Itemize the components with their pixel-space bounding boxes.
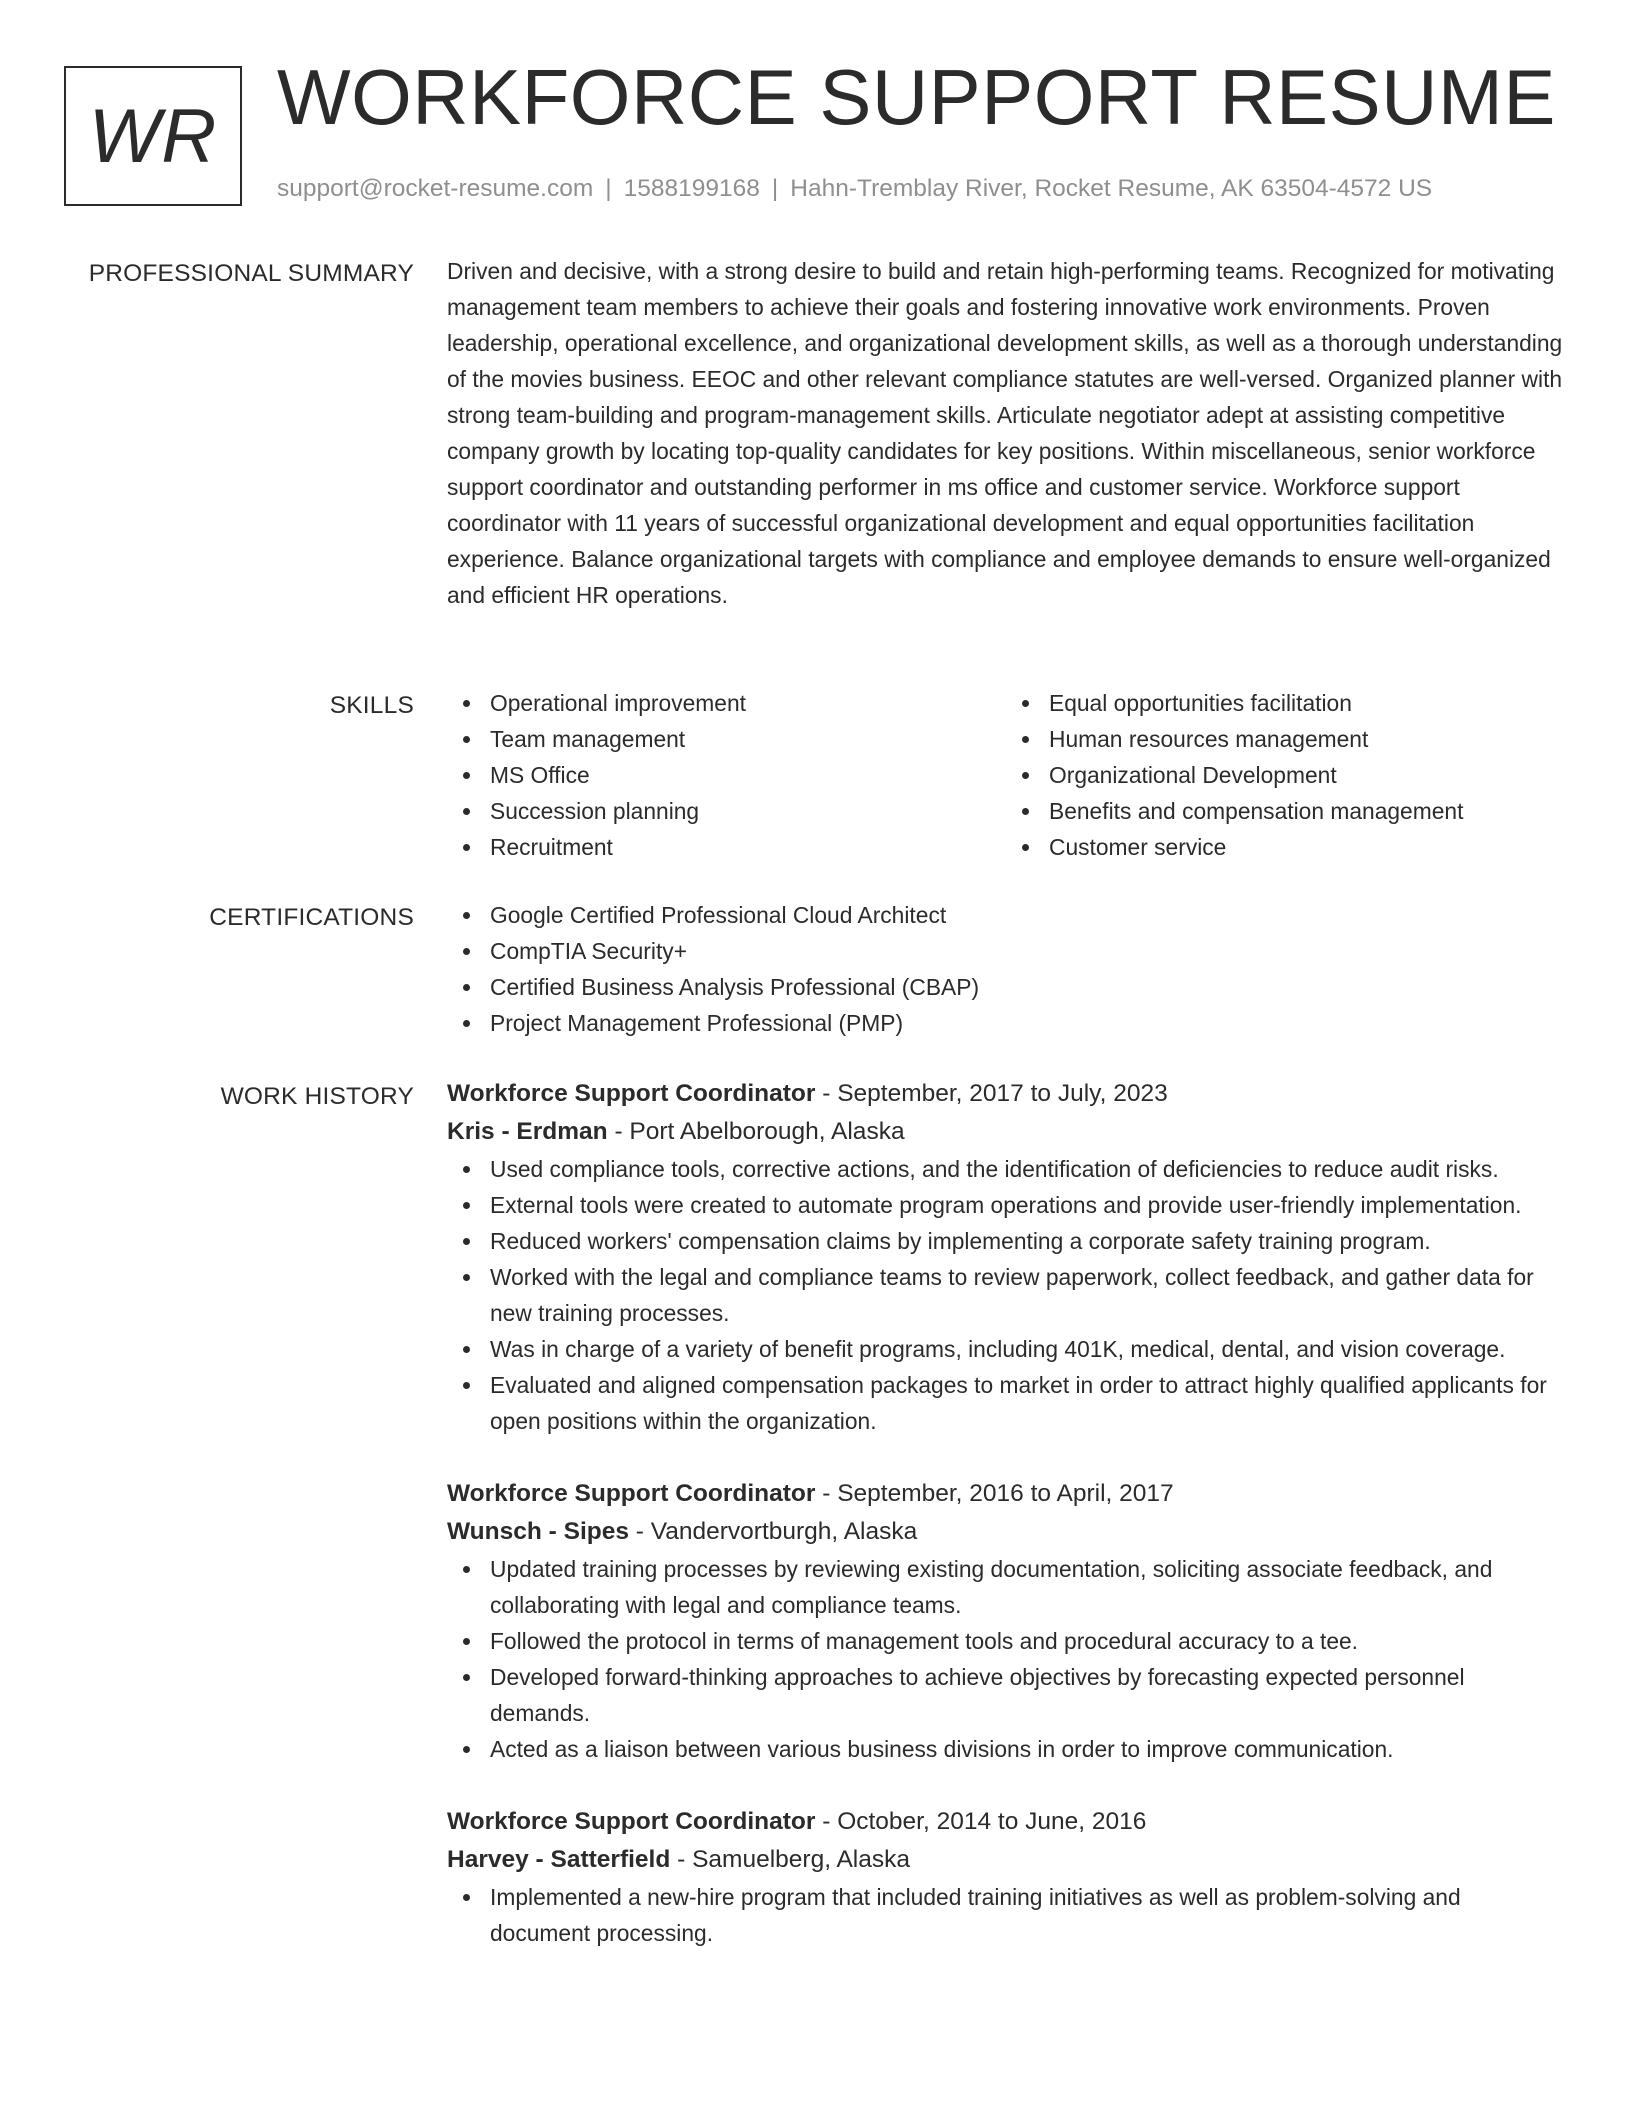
job-location: - Port Abelborough, Alaska [607,1118,905,1145]
skill-item: Customer service [1049,829,1565,865]
contact-separator: | [771,175,779,202]
skill-item: MS Office [490,757,1006,793]
job-bullet: Worked with the legal and compliance teams to review paperwork, collect feedback, and gather data for new training processes. [490,1259,1565,1331]
skills-list-left [447,685,1006,865]
skills-label: SKILLS [329,692,414,719]
job-bullets [447,1551,1565,1767]
job-bullet: Reduced workers' compensation claims by implementing a corporate safety training program. [490,1223,1565,1259]
job-title: Workforce Support Coordinator [447,1808,816,1835]
job-entry [447,1075,1565,1439]
certifications-label: CERTIFICATIONS [209,904,414,931]
job-title: Workforce Support Coordinator [447,1480,816,1507]
job-bullet: Implemented a new-hire program that included training initiatives as well as problem-solving and document processing. [490,1879,1565,1951]
job-company-line [447,1513,1565,1551]
certification-item: CompTIA Security+ [490,933,1565,969]
job-dates: - September, 2017 to July, 2023 [815,1080,1168,1107]
contact-line [277,175,1432,203]
monogram-box [64,66,242,206]
job-bullet: Developed forward-thinking approaches to achieve objectives by forecasting expected personnel demands. [490,1659,1565,1731]
contact-separator: | [605,175,612,202]
job-title-line [447,1475,1565,1513]
job-bullet: Acted as a liaison between various business divisions in order to improve communication. [490,1731,1565,1767]
skill-item: Organizational Development [1049,757,1565,793]
certification-item: Project Management Professional (PMP) [490,1005,1565,1041]
skills-list-right [1006,685,1565,865]
skill-item: Human resources management [1049,721,1565,757]
skill-item: Equal opportunities facilitation [1049,685,1565,721]
monogram-initials: WR [88,93,218,179]
job-title: Workforce Support Coordinator [447,1080,816,1107]
job-bullet: Was in charge of a variety of benefit programs, including 401K, medical, dental, and vision coverage. [490,1331,1565,1367]
job-dates: - October, 2014 to June, 2016 [815,1808,1147,1835]
job-title-line [447,1075,1565,1113]
job-bullet: Followed the protocol in terms of management tools and procedural accuracy to a tee. [490,1623,1565,1659]
job-company-line [447,1113,1565,1151]
certification-item: Google Certified Professional Cloud Architect [490,897,1565,933]
resume-title: WORKFORCE SUPPORT RESUME [277,53,1556,141]
job-location: - Vandervortburgh, Alaska [628,1518,918,1545]
job-bullets [447,1151,1565,1439]
job-entry [447,1475,1565,1767]
job-title-line [447,1803,1565,1841]
skill-item: Team management [490,721,1006,757]
certifications-list [447,897,1565,1041]
job-bullets [447,1879,1565,1951]
contact-email[interactable]: support@rocket-resume.com [277,175,594,202]
contact-address: Hahn-Tremblay River, Rocket Resume, AK 63504-4572 US [790,175,1433,202]
skill-item: Benefits and compensation management [1049,793,1565,829]
skill-item: Operational improvement [490,685,1006,721]
contact-phone[interactable]: 1588199168 [623,175,760,202]
job-bullet: Updated training processes by reviewing existing documentation, soliciting associate feedback, and collaborating with legal and compliance teams. [490,1551,1565,1623]
job-entry [447,1803,1565,1951]
job-bullet: Used compliance tools, corrective actions, and the identification of deficiencies to reduce audit risks. [490,1151,1565,1187]
job-location: - Samuelberg, Alaska [670,1846,910,1873]
job-bullet: External tools were created to automate program operations and provide user-friendly implementation. [490,1187,1565,1223]
summary-text: Driven and decisive, with a strong desire to build and retain high-performing teams. Recognized for motivating management team members to achieve their goals and fostering innovative work environments. Proven leadership, operational excellence, and organizational development skills, as well as a thorough understanding of the movies business. EEOC and other relevant compliance statutes are well-versed. Organized planner with strong team-building and program-management skills. Articulate negotiator adept at assisting competitive company growth by locating top-quality candidates for key positions. Within miscellaneous, senior workforce support coordinator and outstanding performer in ms office and customer service. Workforce support coordinator with 11 years of successful organizational development and equal opportunities facilitation experience. Balance organizational targets with compliance and employee demands to ensure well-organized and efficient HR operations. [447,258,1563,608]
job-company: Kris - Erdman [447,1118,608,1145]
skill-item: Succession planning [490,793,1006,829]
job-dates: - September, 2016 to April, 2017 [815,1480,1174,1507]
summary-label: PROFESSIONAL SUMMARY [88,260,414,287]
job-company: Wunsch - Sipes [447,1518,629,1545]
certification-item: Certified Business Analysis Professional (CBAP) [490,969,1565,1005]
skill-item: Recruitment [490,829,1006,865]
work-history-label: WORK HISTORY [220,1083,414,1110]
job-company: Harvey - Satterfield [447,1846,671,1873]
job-bullet: Evaluated and aligned compensation packages to market in order to attract highly qualified applicants for open positions within the organization. [490,1367,1565,1439]
job-company-line [447,1841,1565,1879]
